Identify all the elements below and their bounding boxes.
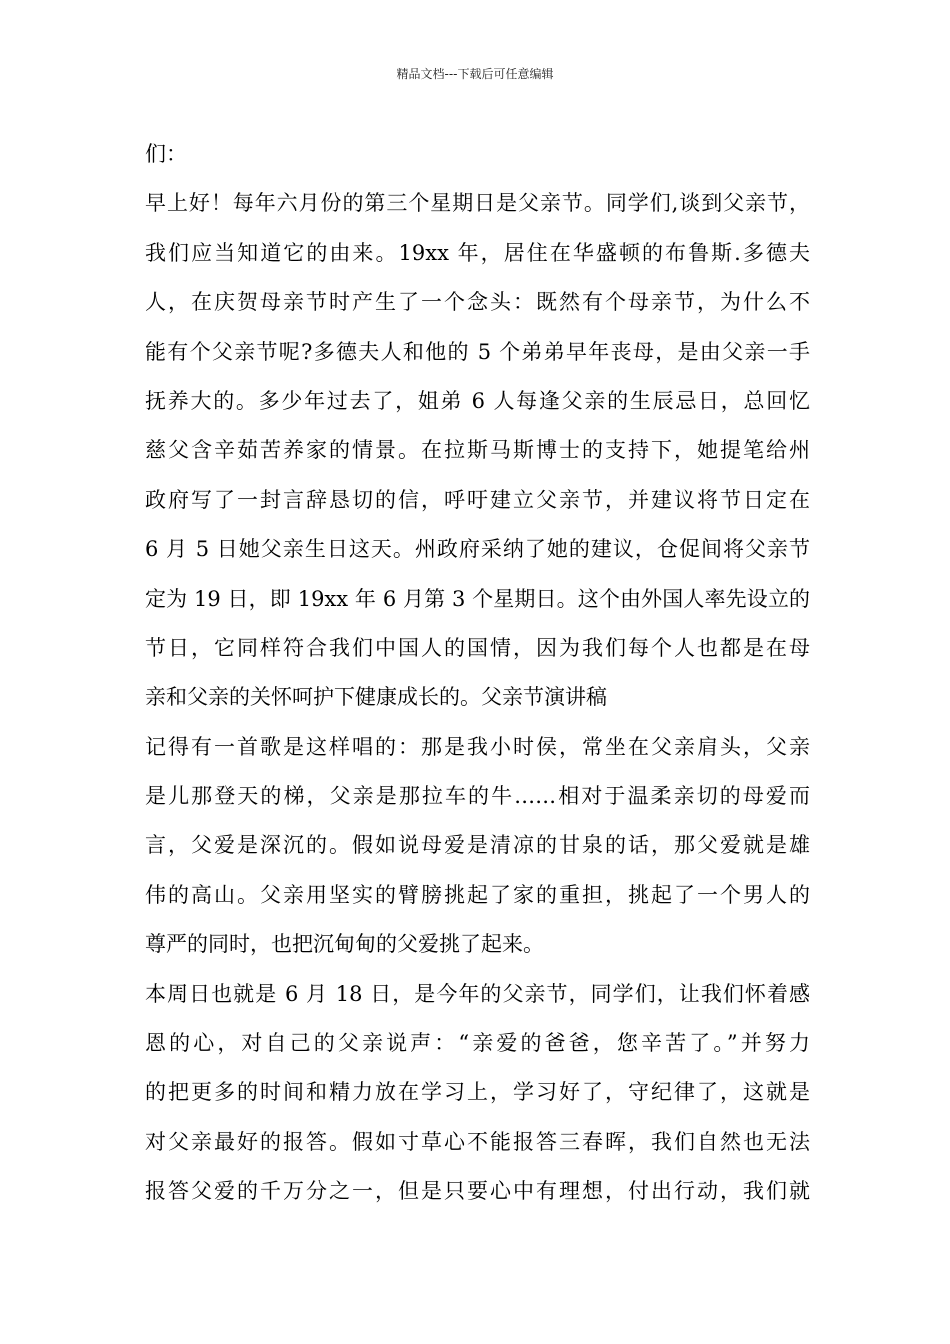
text-line: 亲和父亲的关怀呵护下健康成长的。父亲节演讲稿 [145, 685, 607, 710]
text-line: 尊严的同时，也把沉甸甸的父爱挑了起来。 [145, 932, 544, 957]
text-line: 我们应当知道它的由来。19xx 年，居住在华盛顿的布鲁斯.多德夫 [145, 240, 810, 265]
page-header: 精品文档---下载后可任意编辑 [396, 67, 554, 81]
text-line: 6 月 5 日她父亲生日这天。州政府采纳了她的建议，仓促间将父亲节 [145, 537, 810, 562]
text-line: 能有个父亲节呢?多德夫人和他的 5 个弟弟早年丧母，是由父亲一手 [145, 339, 810, 364]
text-line: 政府写了一封言辞恳切的信，呼吁建立父亲节，并建议将节日定在 [145, 487, 810, 512]
text-line: 本周日也就是 6 月 18 日，是今年的父亲节，同学们，让我们怀着感 [145, 981, 810, 1006]
text-line: 定为 19 日，即 19xx 年 6 月第 3 个星期日。这个由外国人率先设立的 [145, 586, 810, 611]
text-line: 恩的心，对自己的父亲说声：“亲爱的爸爸，您辛苦了。”并努力 [145, 1031, 810, 1056]
text-line: 早上好！每年六月份的第三个星期日是父亲节。同学们,谈到父亲节， [145, 191, 810, 216]
text-line: 对父亲最好的报答。假如寸草心不能报答三春晖，我们自然也无法 [145, 1129, 810, 1154]
text-line: 是儿那登天的梯，父亲是那拉车的牛……相对于温柔亲切的母爱而 [145, 784, 810, 809]
text-line: 们： [145, 142, 187, 166]
text-line: 抚养大的。多少年过去了，姐弟 6 人每逢父亲的生辰忌日，总回忆 [145, 388, 810, 413]
text-line: 节日，它同样符合我们中国人的国情，因为我们每个人也都是在母 [145, 635, 810, 660]
text-line: 报答父爱的千万分之一，但是只要心中有理想，付出行动，我们就 [145, 1179, 810, 1204]
document-body [145, 130, 810, 1217]
text-line: 伟的高山。父亲用坚实的臂膀挑起了家的重担，挑起了一个男人的 [145, 882, 810, 907]
text-line: 记得有一首歌是这样唱的：那是我小时侯，常坐在父亲肩头，父亲 [145, 734, 810, 759]
text-line: 人，在庆贺母亲节时产生了一个念头：既然有个母亲节，为什么不 [145, 290, 810, 315]
text-line: 言，父爱是深沉的。假如说母爱是清凉的甘泉的话，那父爱就是雄 [145, 833, 810, 858]
text-line: 慈父含辛茹苦养家的情景。在拉斯马斯博士的支持下，她提笔给州 [145, 438, 810, 463]
text-line: 的把更多的时间和精力放在学习上，学习好了，守纪律了，这就是 [145, 1080, 810, 1105]
